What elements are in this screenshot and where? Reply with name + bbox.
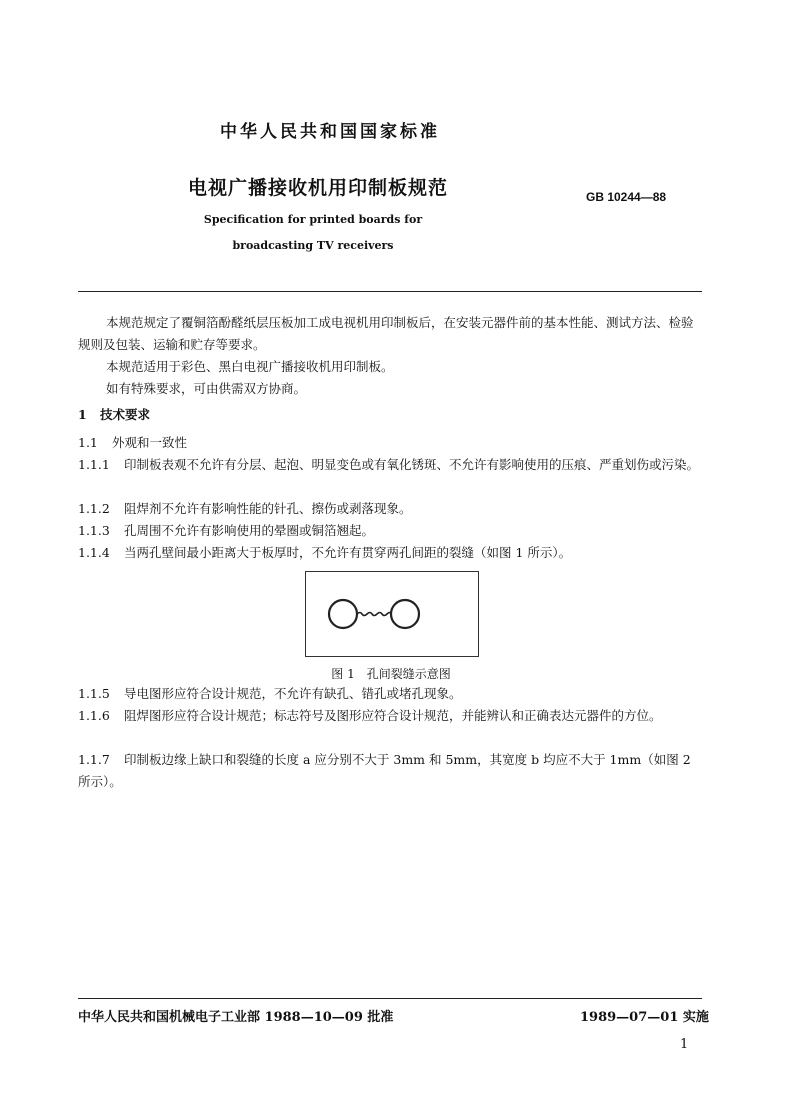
clause-1-1-7 xyxy=(78,749,702,793)
document-title: 电视广播接收机用印制板规范 xyxy=(187,177,448,199)
clause-number: 1.1.1 xyxy=(78,457,110,472)
intro-paragraph-special: 如有特殊要求，可由供需双方协商。 xyxy=(106,381,307,396)
subsection-1-1-heading xyxy=(78,432,702,454)
clause-1-1-1 xyxy=(78,454,702,476)
clause-number: 1.1.2 xyxy=(78,501,110,516)
section-title: 技术要求 xyxy=(100,407,151,422)
holes-crack-illustration xyxy=(306,572,478,656)
figure-1-caption: 图 1 孔间裂缝示意图 xyxy=(331,667,451,681)
clause-1-1-2 xyxy=(78,498,702,520)
clause-number: 1.1.3 xyxy=(78,523,110,538)
hole-left xyxy=(329,600,357,628)
clause-text: 导电图形应符合设计规范，不允许有缺孔、错孔或堵孔现象。 xyxy=(124,686,462,701)
clause-1-1-6 xyxy=(78,705,702,727)
clause-text: 印制板表观不允许有分层、起泡、明显变色或有氧化锈斑、不允许有影响使用的压痕、严重划伤或污染。 xyxy=(124,457,700,472)
section-number: 1 xyxy=(78,407,87,422)
english-title-line-2: broadcasting TV receivers xyxy=(232,239,394,252)
clause-1-1-5 xyxy=(78,683,702,705)
subsection-title: 外观和一致性 xyxy=(112,435,188,450)
clause-number: 1.1.7 xyxy=(78,752,110,767)
clause-1-1-3 xyxy=(78,520,702,542)
footer-divider xyxy=(78,998,702,999)
clause-number: 1.1.4 xyxy=(78,545,110,560)
intro-paragraph-scope: 本规范规定了覆铜箔酚醛纸层压板加工成电视机用印制板后，在安装元器件前的基本性能、测试方法、检验规则及包装、运输和贮存等要求。 xyxy=(78,315,694,352)
intro-paragraph-application: 本规范适用于彩色、黑白电视广播接收机用印制板。 xyxy=(106,359,394,374)
clause-text: 阻焊剂不允许有影响性能的针孔、擦伤或剥落现象。 xyxy=(124,501,412,516)
hole-right xyxy=(391,600,419,628)
clause-1-1-4 xyxy=(78,542,702,564)
clause-text: 印制板边缘上缺口和裂缝的长度 a 应分别不大于 3mm 和 5mm，其宽度 b 均应不大于 1mm（如图 2 所示）。 xyxy=(78,752,691,789)
clause-number: 1.1.5 xyxy=(78,686,110,701)
section-1-heading xyxy=(78,404,702,426)
header-divider xyxy=(78,291,702,292)
english-title-line-1: Specification for printed boards for xyxy=(203,213,423,226)
clause-text: 阻焊图形应符合设计规范；标志符号及图形应符合设计规范，并能辨认和正确表达元器件的方位。 xyxy=(124,708,662,723)
approval-statement: 中华人民共和国机械电子工业部 1988—10—09 批准 xyxy=(78,1010,394,1025)
page-number: 1 xyxy=(680,1037,689,1052)
standard-title: 中华人民共和国国家标准 xyxy=(220,122,440,142)
clause-number: 1.1.6 xyxy=(78,708,110,723)
clause-text: 孔周围不允许有影响使用的晕圈或铜箔翘起。 xyxy=(124,523,375,538)
clause-text: 当两孔壁间最小距离大于板厚时，不允许有贯穿两孔间距的裂缝（如图 1 所示）。 xyxy=(124,545,572,560)
figure-1-crack-diagram xyxy=(305,571,479,657)
document-code: GB 10244—88 xyxy=(586,190,667,204)
subsection-number: 1.1 xyxy=(78,435,98,450)
effective-date: 1989—07—01 实施 xyxy=(580,1010,709,1025)
crack-line xyxy=(357,613,391,616)
